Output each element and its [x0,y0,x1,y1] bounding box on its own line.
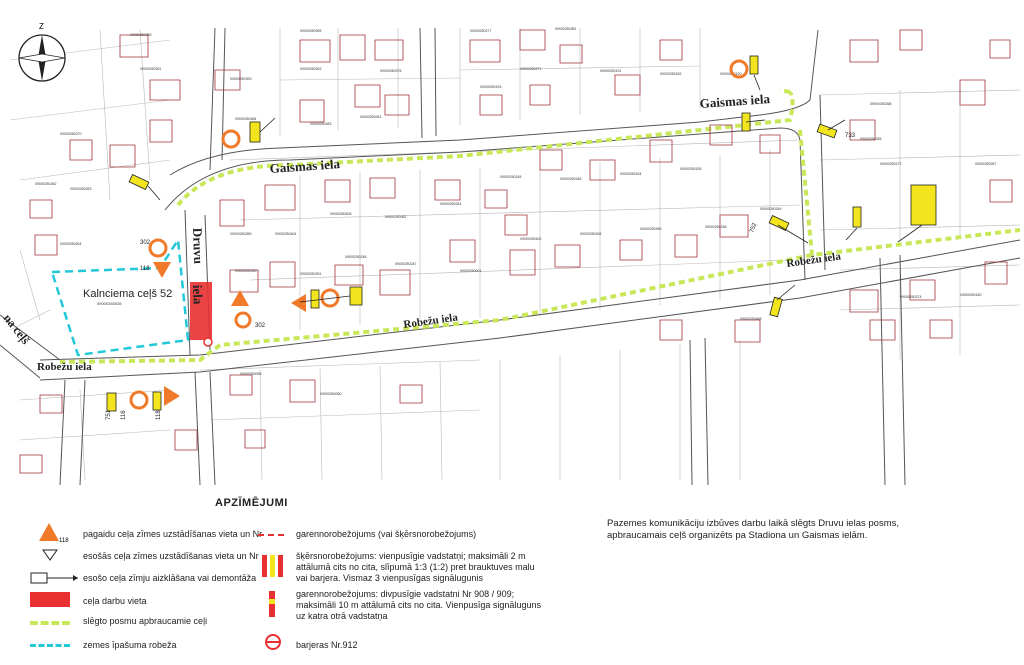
parcel-id: 09000250277 [470,29,492,33]
parcel-id: 09000250182 [660,72,682,76]
street-label-robezu-2: Robežu iela [785,250,842,270]
sign-number: 733 [845,133,856,139]
parcel-id: 09000250391 [140,67,162,71]
existing-sign-icon [107,393,116,411]
parcel-id: 09000250381 [555,27,577,31]
legend-item-property-boundary: zemes īpašuma robeža [83,640,177,650]
parcel-id: 09000250405 [330,212,352,216]
temp-sign-triangle-icon [164,386,180,406]
parcel-id: 09000250246 [560,177,582,181]
parcel-id: 09000250274 [900,295,922,299]
parcel-id: 09000250191 [600,69,622,73]
sign-number: 118 [140,266,150,272]
north-label: Z [39,22,44,31]
street-label-cels: na ceļš [0,311,33,347]
parcel-id: 09000250263 [70,187,92,191]
existing-sign-legend-icon [40,548,60,564]
parcel-id: 09000250276 [380,69,402,73]
parcel-id: 09000250251 [300,272,322,276]
property-name: Kalnciema ceļš 52 [83,288,173,300]
parcel-id: 09000250271 [520,67,542,71]
cross-barrier-legend-icon [260,553,286,579]
existing-sign-icon [769,216,789,231]
parcel-id: 09000250269 [230,232,252,236]
parcel-id: 09000250248 [345,255,367,259]
existing-sign-icon [911,185,936,225]
property-code: 09000250028 [97,301,122,306]
sign-number: 302 [140,240,151,246]
parcel-id: 09000250156 [705,225,727,229]
parcel-id: 09000250193 [480,85,502,89]
temp-sign-circle-icon [150,240,166,256]
parcel-id: 09000250249 [760,207,782,211]
street-label-druvu: Druvu [190,227,207,265]
parcel-id: 09000250402 [520,237,542,241]
temp-sign-circle-icon [131,392,147,408]
legend-item-worksite: ceļa darbu vieta [83,596,147,606]
sign-number: 752 [749,222,759,234]
svg-text:118: 118 [59,538,69,544]
legend-item-detour: slēgto posmu apbraucamie ceļi [83,616,208,626]
parcel-id: 09000250262 [35,182,57,186]
existing-sign-icon [129,175,149,190]
parcel-id: 09000250270 [60,132,82,136]
legend-title: APZĪMĒJUMI [215,497,288,509]
temp-sign-triangle-icon [153,262,171,278]
parcel-id: 09000250389 [130,33,152,37]
sign-number: 302 [255,323,266,329]
parcel-id: 09000250060 [320,392,342,396]
existing-sign-icon [153,392,161,410]
temp-sign-triangle-icon [291,294,306,312]
parcel-id: 09000250272 [880,162,902,166]
longitudinal-barrier-legend-icon [258,534,284,536]
sign-number: 116 [121,410,127,420]
temporary-sign-legend-icon [37,521,67,543]
parcel-id: 09000250244 [440,202,462,206]
property-boundary-legend-icon [30,644,70,647]
parcel-id: 09000250484 [235,117,257,121]
street-label-gaismas-2: Gaismas iela [699,91,771,111]
cover-sign-legend-icon [30,571,82,585]
parcel-id: 09000250062 [385,215,407,219]
parcel-id: 09000250483 [310,122,332,126]
parcel-id: 09000250268 [870,102,892,106]
bollard-legend-icon [266,589,278,619]
parcel-id: 09000250393 [230,77,252,81]
street-label-druvu-iela: iela [190,284,206,305]
parcel-id: 09000250265 [860,137,882,141]
parcel-id: 09000250247 [395,262,417,266]
parcel-id: 09000250245 [500,175,522,179]
street-label-robezu-1: Robežu iela [402,311,459,331]
temp-sign-circle-icon [223,131,239,147]
parcel-id: 09000250154 [620,172,642,176]
parcel-id: 09000250250 [235,269,257,273]
buildings [20,30,1012,473]
parcel-id: 09000250155 [680,167,702,171]
parcel-id: 09000250392 [300,67,322,71]
legend-item-cover-sign: esošo ceļa zīmju aizklāšana vai demontāža [83,573,257,583]
legend-item-cross-barrier: šķērsnorobežojums: vienpusīgie vadstatņi; maksimāli 2 m attālumā cits no cita, slīpumā 1:3 (1:2) pret brauktuves malu vai barjera. Vismaz 3 vienpusīgas signālugunis [296,551,535,583]
legend-item-bollard: garennorobežojums: divpusīgie vadstatni Nr 908 / 909; maksimāli 10 m attālumā cits no cita. Vienpusīga signāluguns uz katra otrā vadstatņa [296,589,541,621]
legend-item-longitudinal-barrier: garennorobežojums (vai šķērsnorobežojums) [296,529,477,539]
parcel-id: 09000250055 [240,372,262,376]
temp-sign-circle-icon [236,313,250,327]
parcel-id: 09000250459 [640,227,662,231]
parcel-id: 09000250404 [275,232,297,236]
sign-number: 751 [106,409,112,420]
existing-sign-icon [311,290,319,308]
sign-number: 118 [156,410,162,420]
north-arrow-icon [19,22,65,81]
parcel-id: 09000250180 [960,293,982,297]
barrier-legend-icon [263,632,283,652]
existing-sign-icon [350,287,362,305]
parcel-id: 09000250264 [60,242,82,246]
parcel-id: 09000250001 [460,269,482,273]
parcel-id: 09000250458 [740,317,762,321]
parcel-id: 09000250406 [580,232,602,236]
existing-sign-icon [770,297,782,316]
legend-item-existing-sign: esošās ceļa zīmes uzstādīšanas vieta un Nr [83,551,259,561]
parcel-id: 09000250190 [720,72,742,76]
barrier-icon [204,338,212,346]
worksite-legend-icon [30,592,70,607]
legend-item-temporary-sign: pagaidu ceļa zīmes uzstādīšanas vieta un Nr [83,529,263,539]
existing-sign-icon [250,122,260,142]
detour-legend-icon [30,621,70,625]
street-label-robezu-3: Robežu iela [37,361,92,373]
legend-item-barrier: barjeras Nr.912 [296,640,358,650]
legend [0,485,1024,665]
parcel-id: 09000250267 [975,162,997,166]
existing-sign-icon [750,56,758,74]
existing-sign-icon [853,207,861,227]
parcel-id: 09000250061 [360,115,382,119]
street-label-gaismas-1: Gaismas iela [269,156,341,176]
closure-note: Pazemes komunikāciju izbūves darbu laikā slēgts Druvu ielas posms, apbraucamais ceļš organizēts pa Stadiona un Gaismas ielām. [607,518,899,541]
parcel-id: 09000250399 [300,29,322,33]
